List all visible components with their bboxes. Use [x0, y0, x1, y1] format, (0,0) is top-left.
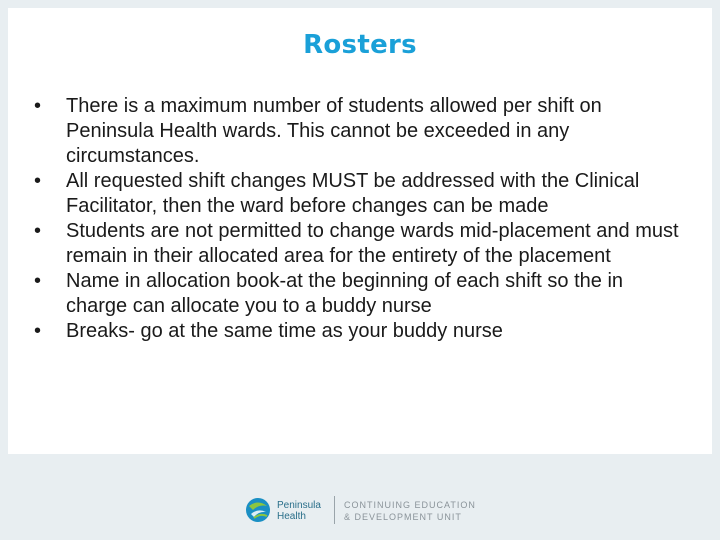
footer-divider	[334, 496, 335, 524]
list-item	[34, 269, 684, 319]
bullet-text: Name in allocation book-at the beginning of each shift so the in charge can allocate you to a buddy nurse	[66, 270, 624, 317]
slide-title: Rosters	[303, 30, 417, 60]
bullet-text: Students are not permitted to change wards mid-placement and must remain in their allocated area for the entirety of the placement	[66, 220, 679, 267]
unit-line-2: & DEVELOPMENT UNIT	[344, 512, 462, 522]
bullet-icon: •	[34, 170, 42, 192]
bullet-icon: •	[34, 220, 42, 242]
bullet-text: There is a maximum number of students allowed per shift on Peninsula Health wards. This cannot be exceeded in any circumstances.	[66, 95, 602, 167]
logo-wordmark	[277, 500, 321, 522]
logo-line-2: Health	[277, 511, 306, 522]
unit-line-1: CONTINUING EDUCATION	[344, 500, 476, 510]
bullet-icon: •	[34, 320, 42, 342]
footer	[0, 480, 720, 540]
bullet-icon: •	[34, 270, 42, 292]
list-item	[34, 169, 684, 219]
logo-line-1: Peninsula	[277, 500, 321, 511]
list-item	[34, 219, 684, 269]
list-item	[34, 94, 684, 169]
unit-name	[344, 499, 476, 523]
bullet-text: Breaks- go at the same time as your buddy nurse	[66, 320, 503, 342]
list-item	[34, 319, 684, 344]
bullet-text: All requested shift changes MUST be addressed with the Clinical Facilitator, then the ward before changes can be made	[66, 170, 640, 217]
bullet-icon: •	[34, 95, 42, 117]
peninsula-health-logo-icon	[245, 497, 271, 523]
bullet-list	[34, 94, 684, 344]
